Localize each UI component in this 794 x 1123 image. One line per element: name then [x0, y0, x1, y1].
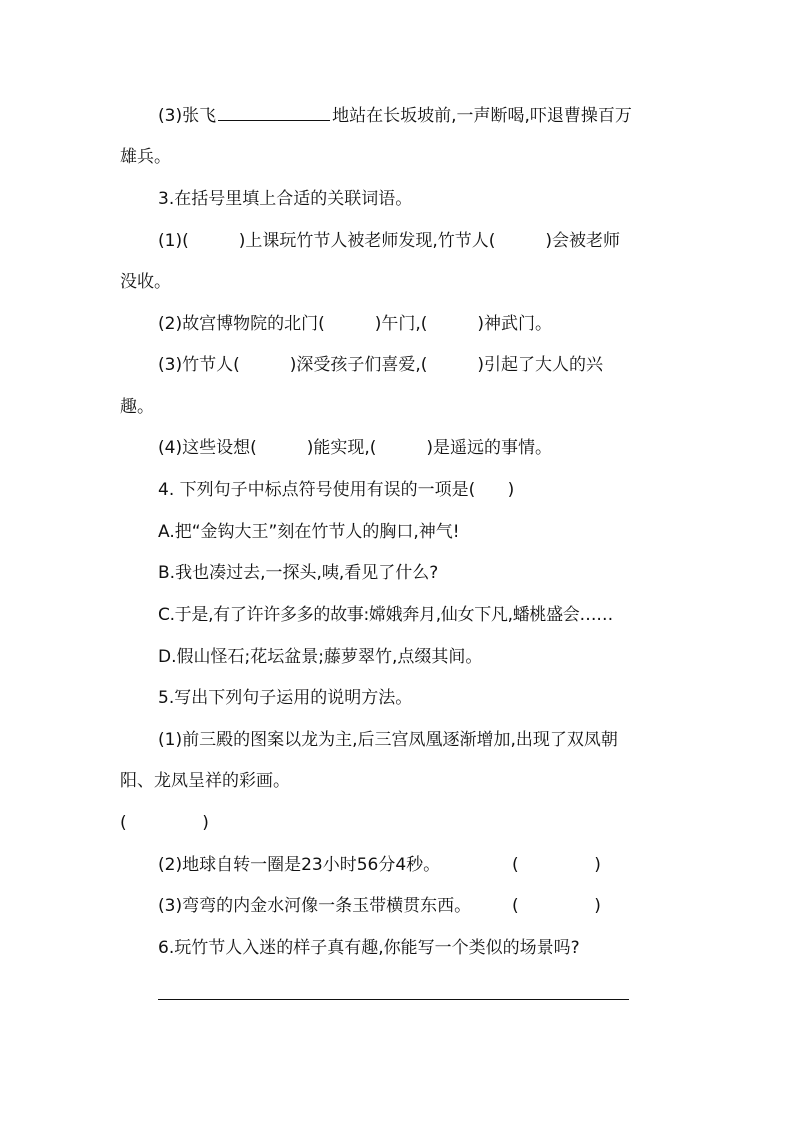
q3-title: 3.在括号里填上合适的关联词语。: [158, 189, 413, 209]
q3-item2-part3: )神武门。: [477, 314, 553, 334]
q5-item2: (2)地球自转一圈是23小时56分4秒。: [158, 855, 441, 875]
q3-item3-part2: )深受孩子们喜爱,(: [289, 355, 428, 375]
q2-item3-suffix: 地站在长坂坡前,一声断喝,吓退曹操百万: [332, 106, 632, 126]
q3-item3-part3: )引起了大人的兴: [477, 355, 604, 375]
q3-item2-line: [158, 312, 552, 336]
q6-title: 6.玩竹节人入迷的样子真有趣,你能写一个类似的场景吗?: [158, 938, 580, 958]
q4-option-a[interactable]: A.把“金钩大王”刻在竹节人的胸口,神气!: [158, 522, 460, 542]
q3-item1-part1: (1)(: [158, 231, 189, 251]
q2-item3-line: [158, 104, 632, 128]
q3-item3-continuation: 趣。: [120, 397, 154, 417]
q5-item1-continuation: 阳、龙凤呈祥的彩画。: [120, 771, 290, 791]
q2-item3-prefix: (3)张飞: [158, 106, 217, 126]
q3-item1-part2: )上课玩竹节人被老师发现,竹节人(: [238, 231, 496, 251]
q3-item4-line: [158, 436, 552, 460]
q3-item3-line: [158, 353, 603, 377]
q3-item4-part3: )是遥远的事情。: [426, 438, 553, 458]
q4-option-b[interactable]: B.我也凑过去,一探头,咦,看见了什么?: [158, 563, 439, 583]
q5-item1-answer-blank[interactable]: ( ): [120, 813, 209, 833]
q3-item3-part1: (3)竹节人(: [158, 355, 240, 375]
q5-item3: (3)弯弯的内金水河像一条玉带横贯东西。: [158, 896, 472, 916]
fill-blank-line[interactable]: [218, 104, 330, 121]
q4-title: 4. 下列句子中标点符号使用有误的一项是( ): [158, 480, 515, 500]
q4-option-c[interactable]: C.于是,有了许许多多的故事:嫦娥奔月,仙女下凡,蟠桃盛会……: [158, 605, 613, 625]
q3-item2-part1: (2)故宫博物院的北门(: [158, 314, 325, 334]
q6-answer-line[interactable]: [158, 999, 629, 1000]
q3-item4-part1: (4)这些设想(: [158, 438, 257, 458]
q3-item2-part2: )午门,(: [374, 314, 428, 334]
q4-option-d[interactable]: D.假山怪石;花坛盆景;藤萝翠竹,点缀其间。: [158, 647, 483, 667]
q5-item2-answer-blank[interactable]: ( ): [512, 855, 601, 875]
q5-title: 5.写出下列句子运用的说明方法。: [158, 688, 413, 708]
q3-item1-line: [158, 229, 620, 253]
q5-item3-answer-blank[interactable]: ( ): [512, 896, 601, 916]
q2-item3-continuation: 雄兵。: [120, 147, 171, 167]
q3-item1-continuation: 没收。: [120, 272, 171, 292]
q3-item4-part2: )能实现,(: [306, 438, 377, 458]
q5-item1: (1)前三殿的图案以龙为主,后三宫凤凰逐渐增加,出现了双凤朝: [158, 730, 618, 750]
q3-item1-part3: )会被老师: [545, 231, 621, 251]
